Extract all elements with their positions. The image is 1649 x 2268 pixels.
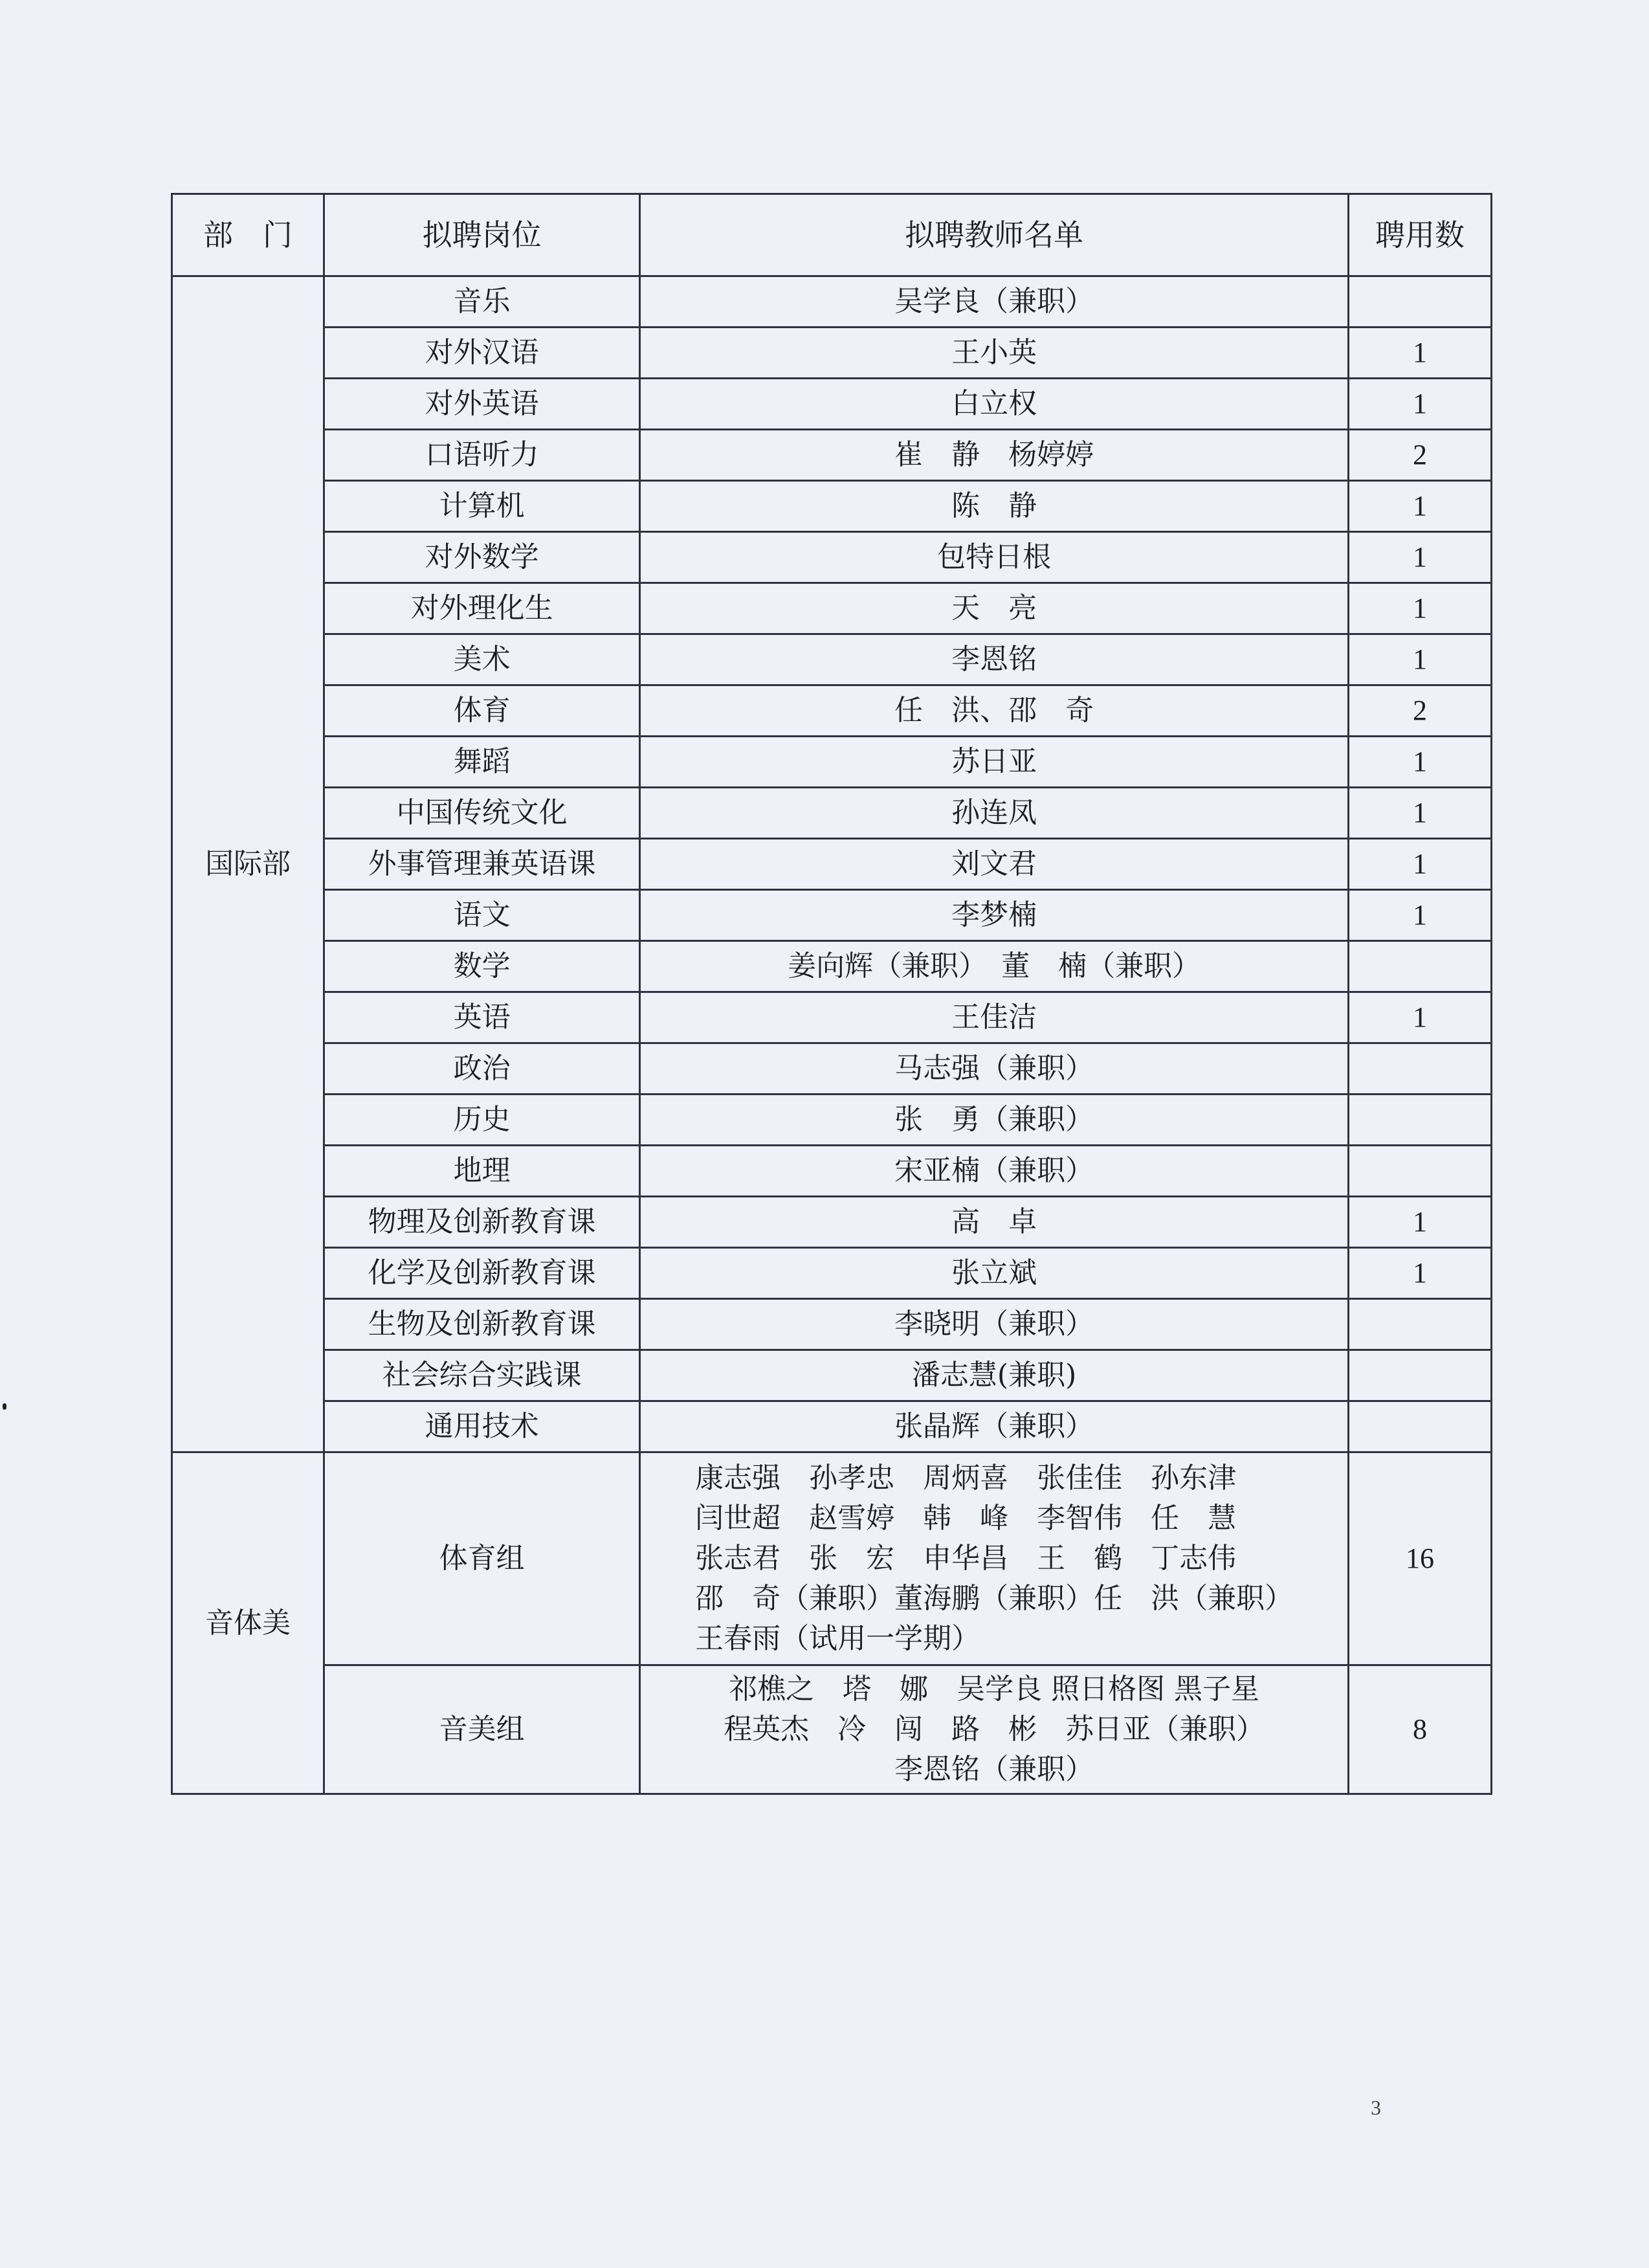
- cell-names: 王小英: [640, 328, 1349, 379]
- cell-names: 吴学良（兼职）: [640, 276, 1349, 328]
- table-row: [172, 583, 1492, 634]
- table-row: [172, 839, 1492, 890]
- table-row: [172, 1350, 1492, 1401]
- cell-names: 张 勇（兼职）: [640, 1095, 1349, 1146]
- cell-names: 天 亮: [640, 583, 1349, 634]
- cell-names: 王佳洁: [640, 992, 1349, 1043]
- cell-count: 1: [1349, 788, 1492, 839]
- table-row: [172, 328, 1492, 379]
- cell-post: 语文: [324, 890, 640, 941]
- cell-names: 白立权: [640, 379, 1349, 430]
- cell-post: 历史: [324, 1095, 640, 1146]
- cell-names-list: [640, 1452, 1349, 1665]
- cell-names: 任 洪、邵 奇: [640, 685, 1349, 737]
- cell-count: [1349, 1095, 1492, 1146]
- cell-post: 通用技术: [324, 1401, 640, 1452]
- names-line: 程英杰 冷 闯 路 彬 苏日亚（兼职）: [724, 1713, 1265, 1746]
- table-row: [172, 634, 1492, 685]
- table-row: [172, 379, 1492, 430]
- table-row: [172, 1299, 1492, 1350]
- cell-count: [1349, 1043, 1492, 1095]
- cell-post: 化学及创新教育课: [324, 1248, 640, 1299]
- cell-count: 1: [1349, 583, 1492, 634]
- cell-post: 舞蹈: [324, 737, 640, 788]
- cell-count: 1: [1349, 634, 1492, 685]
- cell-names: 宋亚楠（兼职）: [640, 1146, 1349, 1197]
- cell-post: 地理: [324, 1146, 640, 1197]
- header-names: 拟聘教师名单: [640, 194, 1349, 276]
- table-row: [172, 1197, 1492, 1248]
- cell-count: [1349, 1350, 1492, 1401]
- cell-post: 体育: [324, 685, 640, 737]
- names-line: 祁樵之 塔 娜 吴学良 照日格图 黑子星: [729, 1673, 1260, 1706]
- cell-count: [1349, 1299, 1492, 1350]
- cell-post: 美术: [324, 634, 640, 685]
- names-line: 闫世超 赵雪婷 韩 峰 李智伟 任 慧: [695, 1502, 1237, 1535]
- cell-names: 张立斌: [640, 1248, 1349, 1299]
- cell-post: 音乐: [324, 276, 640, 328]
- header-count: 聘用数: [1349, 194, 1492, 276]
- cell-post: 物理及创新教育课: [324, 1197, 640, 1248]
- cell-count: 1: [1349, 328, 1492, 379]
- table-row: [172, 1452, 1492, 1665]
- cell-count: 1: [1349, 992, 1492, 1043]
- table-row: [172, 1095, 1492, 1146]
- table-row: [172, 276, 1492, 328]
- cell-post: 英语: [324, 992, 640, 1043]
- cell-count: 8: [1349, 1665, 1492, 1794]
- cell-post: 社会综合实践课: [324, 1350, 640, 1401]
- cell-post: 外事管理兼英语课: [324, 839, 640, 890]
- cell-names: 张晶辉（兼职）: [640, 1401, 1349, 1452]
- cell-count: 1: [1349, 379, 1492, 430]
- dept-cell-arts-sports: 音体美: [172, 1452, 324, 1794]
- names-line: 李恩铭（兼职）: [894, 1753, 1094, 1786]
- cell-names: 陈 静: [640, 481, 1349, 532]
- names-line: 邵 奇（兼职）董海鹏（兼职）任 洪（兼职）: [695, 1582, 1294, 1615]
- cell-post: 体育组: [324, 1452, 640, 1665]
- cell-count: 1: [1349, 737, 1492, 788]
- cell-post: 政治: [324, 1043, 640, 1095]
- cell-count: [1349, 1146, 1492, 1197]
- table-row: [172, 532, 1492, 583]
- scan-speck: [3, 1403, 6, 1410]
- table-row: [172, 430, 1492, 481]
- cell-count: 1: [1349, 1197, 1492, 1248]
- cell-post: 音美组: [324, 1665, 640, 1794]
- cell-post: 生物及创新教育课: [324, 1299, 640, 1350]
- cell-post: 对外汉语: [324, 328, 640, 379]
- cell-names: 李梦楠: [640, 890, 1349, 941]
- table-row: [172, 992, 1492, 1043]
- table-row: [172, 737, 1492, 788]
- header-post: 拟聘岗位: [324, 194, 640, 276]
- cell-names: 李恩铭: [640, 634, 1349, 685]
- table-row: [172, 788, 1492, 839]
- header-dept: 部 门: [172, 194, 324, 276]
- table-row: [172, 1665, 1492, 1794]
- cell-names: 包特日根: [640, 532, 1349, 583]
- cell-count: 1: [1349, 890, 1492, 941]
- table-row: [172, 481, 1492, 532]
- dept-cell-international: 国际部: [172, 276, 324, 1452]
- table-row: [172, 941, 1492, 992]
- cell-names: 姜向辉（兼职） 董 楠（兼职）: [640, 941, 1349, 992]
- cell-count: [1349, 941, 1492, 992]
- table-row: [172, 1248, 1492, 1299]
- page-number: 3: [1371, 2096, 1381, 2119]
- staff-table: [171, 193, 1492, 1795]
- table-row: [172, 1146, 1492, 1197]
- table-row: [172, 1401, 1492, 1452]
- cell-post: 对外英语: [324, 379, 640, 430]
- cell-count: 2: [1349, 430, 1492, 481]
- cell-names: 李晓明（兼职）: [640, 1299, 1349, 1350]
- names-line: 王春雨（试用一学期）: [695, 1622, 980, 1655]
- table-row: [172, 685, 1492, 737]
- names-line: 张志君 张 宏 申华昌 王 鹤 丁志伟: [695, 1542, 1237, 1575]
- cell-count: [1349, 276, 1492, 328]
- cell-post: 中国传统文化: [324, 788, 640, 839]
- cell-post: 对外数学: [324, 532, 640, 583]
- cell-count: 1: [1349, 481, 1492, 532]
- cell-count: 1: [1349, 1248, 1492, 1299]
- cell-count: [1349, 1401, 1492, 1452]
- cell-names: 刘文君: [640, 839, 1349, 890]
- header-row: [172, 194, 1492, 276]
- cell-names: 高 卓: [640, 1197, 1349, 1248]
- cell-count: 1: [1349, 532, 1492, 583]
- cell-names: 苏日亚: [640, 737, 1349, 788]
- cell-count: 16: [1349, 1452, 1492, 1665]
- cell-names: 潘志慧(兼职): [640, 1350, 1349, 1401]
- cell-post: 对外理化生: [324, 583, 640, 634]
- table-body: [172, 276, 1492, 1794]
- cell-names: 崔 静 杨婷婷: [640, 430, 1349, 481]
- cell-names-list: [640, 1665, 1349, 1794]
- cell-post: 数学: [324, 941, 640, 992]
- table-row: [172, 890, 1492, 941]
- table-row: [172, 1043, 1492, 1095]
- cell-count: 1: [1349, 839, 1492, 890]
- cell-post: 口语听力: [324, 430, 640, 481]
- cell-names: 马志强（兼职）: [640, 1043, 1349, 1095]
- cell-post: 计算机: [324, 481, 640, 532]
- cell-names: 孙连凤: [640, 788, 1349, 839]
- names-line: 康志强 孙孝忠 周炳喜 张佳佳 孙东津: [695, 1462, 1237, 1495]
- cell-count: 2: [1349, 685, 1492, 737]
